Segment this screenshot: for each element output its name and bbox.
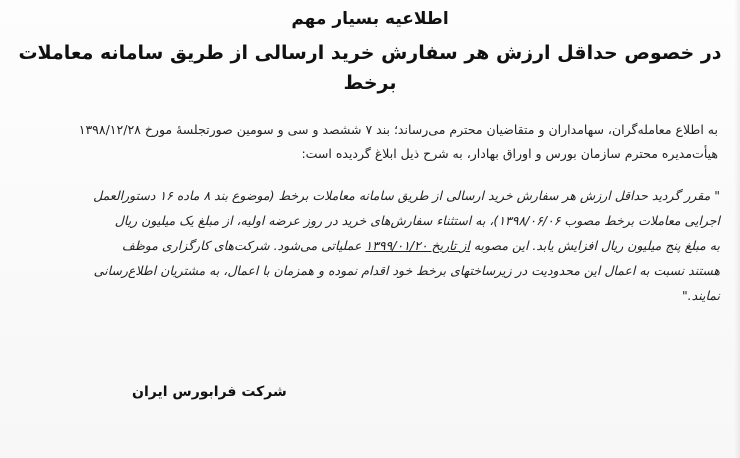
resolution-quote [40,183,720,308]
quote-line: " مقرر گردید حداقل ارزش هر سفارش خرید ارسالی از طریق سامانه معاملات برخط (موضوع بند ۸ ماده ۱۶ دستورالعمل [93,188,720,203]
intro-line: هیأت‌مدیره محترم سازمان بورس و اوراق بهادار، به شرح ذیل ابلاغ گردیده است: [301,146,718,161]
intro-paragraph [18,118,718,166]
quote-line: نمایند." [681,288,720,303]
quote-text: به مبلغ پنج میلیون ریال افزایش یابد. این مصوبه [469,238,720,253]
effective-date-underlined: از تاریخ ۱۳۹۹/۰۱/۲۰ [365,238,470,253]
notice-title: اطلاعیه بسیار مهم [291,9,449,29]
quote-line: هستند نسبت به اعمال این محدودیت در زیرساختهای برخط خود اقدام نموده و همزمان با اعمال، به مشتریان اطلاع‌رسانی [93,263,720,278]
quote-line: اجرایی معاملات برخط مصوب ۱۳۹۸/۰۶/۰۶)، به استثناء سفارش‌های خرید در روز عرضه اولیه، از مبلغ یک میلیون ریال [114,213,720,228]
intro-line: به اطلاع معامله‌گران، سهامداران و متقاضیان محترم می‌رساند؛ بند ۷ ششصد و سی و سومین صورتجلسهٔ مورخ ۱۳۹۸/۱۲/۲۸ [78,122,718,137]
company-signature: شرکت فرابورس ایران [132,384,287,400]
quote-text: عملیاتی می‌شود. شرکت‌های کارگزاری موظف [121,238,366,253]
page-edge-shadow [734,0,740,458]
notice-subtitle: در خصوص حداقل ارزش هر سفارش خرید ارسالی از طریق سامانه معاملات برخط [18,42,722,94]
quote-line [40,233,720,258]
